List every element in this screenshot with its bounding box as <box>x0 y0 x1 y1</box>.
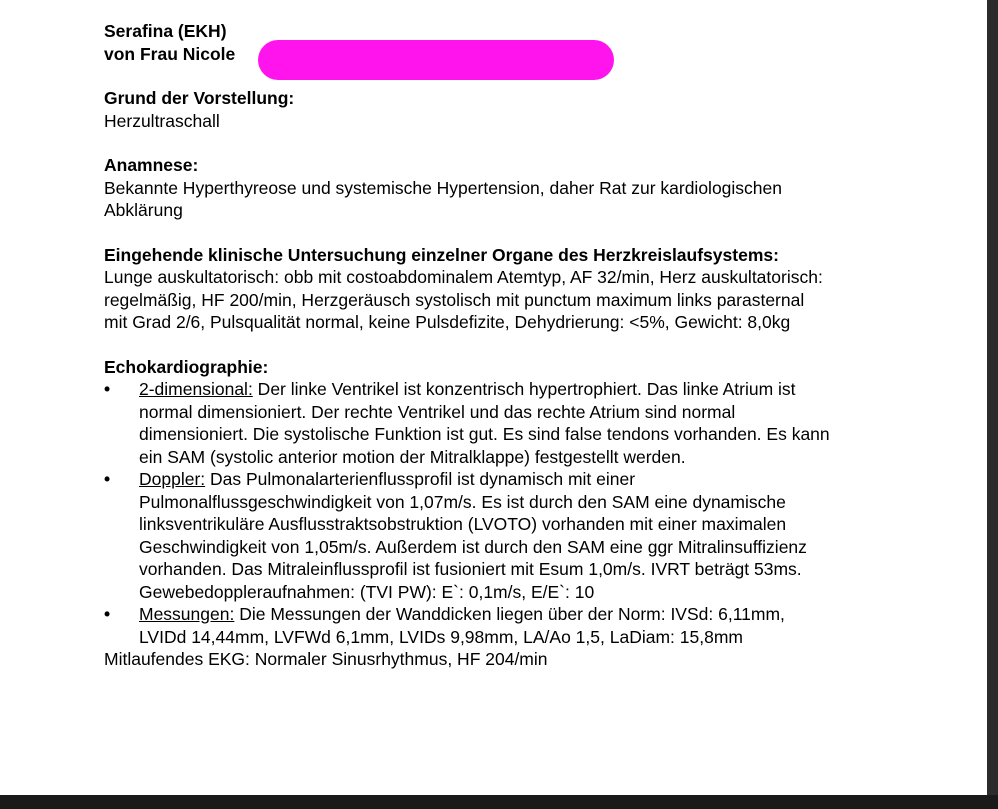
echo-list <box>104 378 944 648</box>
redaction-mark <box>258 40 614 80</box>
echo-item-label: Messungen: <box>139 604 235 624</box>
untersuchung-line: Lunge auskultatorisch: obb mit costoabdominalem Atemtyp, AF 32/min, Herz auskultatorisch: <box>104 267 823 287</box>
echo-item-text: normal dimensioniert. Der rechte Ventrikel und das rechte Atrium sind normal <box>139 401 736 422</box>
anamnese-heading: Anamnese: <box>104 155 199 175</box>
grund-heading: Grund der Vorstellung: <box>104 88 295 108</box>
anamnese-section <box>104 154 944 222</box>
untersuchung-line: regelmäßig, HF 200/min, Herzgeräusch systolisch mit punctum maximum links parasternal <box>104 289 805 310</box>
echo-item-label: Doppler: <box>139 469 206 489</box>
echo-item-label: 2-dimensional: <box>139 379 253 399</box>
grund-text: Herzultraschall <box>104 110 220 131</box>
echo-item-text: linksventrikuläre Ausflusstraktsobstruktion (LVOTO) vorhanden mit einer maximalen <box>139 514 787 534</box>
echo-item-text: Geschwindigkeit von 1,05m/s. Außerdem ist durch den SAM eine ggr Mitralinsuffizienz <box>139 536 807 557</box>
echo-item-text: Der linke Ventrikel ist konzentrisch hypertrophiert. Das linke Atrium ist <box>252 379 796 399</box>
page-edge <box>987 0 998 795</box>
ekg-text: Mitlaufendes EKG: Normaler Sinusrhythmus, HF 204/min <box>104 649 548 669</box>
echo-item-text: Die Messungen der Wanddicken liegen über der Norm: IVSd: 6,11mm, <box>234 604 785 624</box>
echo-item-text: Das Pulmonalarterienflussprofil ist dynamisch mit einer <box>205 469 636 489</box>
bullet-icon: • <box>104 469 111 489</box>
bullet-icon: • <box>104 604 111 624</box>
owner-name: von Frau Nicole <box>104 43 236 64</box>
echo-item-text: Gewebedoppleraufnahmen: (TVI PW): E`: 0,1m/s, E/E`: 10 <box>139 581 595 602</box>
echo-item-text: LVIDd 14,44mm, LVFWd 6,1mm, LVIDs 9,98mm, LA/Ao 1,5, LaDiam: 15,8mm <box>139 626 743 647</box>
untersuchung-section <box>104 244 944 334</box>
echo-item-text: dimensioniert. Die systolische Funktion ist gut. Es sind false tendons vorhanden. Es kann <box>139 424 830 444</box>
echo-item-2d <box>104 378 944 468</box>
echo-item-text: ein SAM (systolic anterior motion der Mitralklappe) festgestellt werden. <box>139 446 686 467</box>
echo-item-doppler <box>104 468 944 603</box>
echo-item-text: vorhanden. Das Mitraleinflussprofil ist fusioniert mit Esum 1,0m/s. IVRT beträgt 53ms. <box>139 559 802 579</box>
report-content <box>104 20 944 671</box>
echo-item-text: Pulmonalflussgeschwindigkeit von 1,07m/s. Es ist durch den SAM eine dynamische <box>139 491 786 512</box>
echo-section <box>104 356 944 671</box>
grund-section <box>104 87 944 132</box>
patient-name: Serafina (EKH) <box>104 21 227 41</box>
echo-heading: Echokardiographie: <box>104 356 269 377</box>
anamnese-line: Bekannte Hyperthyreose und systemische Hypertension, daher Rat zur kardiologischen <box>104 177 782 198</box>
echo-item-messungen <box>104 603 944 648</box>
untersuchung-line: mit Grad 2/6, Pulsqualität normal, keine Pulsdefizite, Dehydrierung: <5%, Gewicht: 8,0kg <box>104 312 791 332</box>
anamnese-line: Abklärung <box>104 200 183 220</box>
bullet-icon: • <box>104 379 111 399</box>
untersuchung-heading: Eingehende klinische Untersuchung einzelner Organe des Herzkreislaufsystems: <box>104 244 779 265</box>
